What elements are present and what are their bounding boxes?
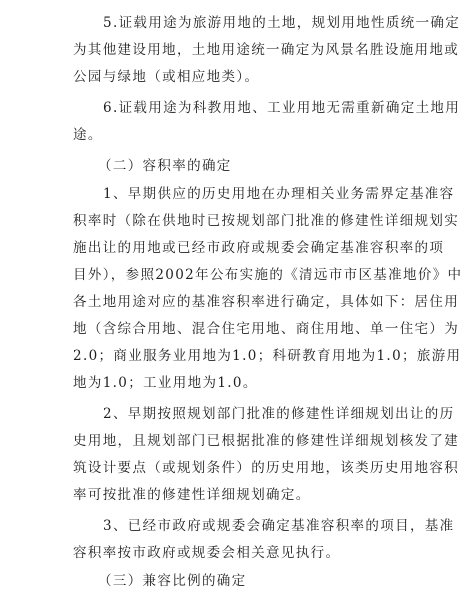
text-line: 各土地用途对应的基准容积率进行确定，具体如下：居住用 [73,294,460,310]
section-heading: （二）容积率的确定 [98,158,232,174]
text-line: 史用地，且规划部门已根据批准的修建性详细规划核发了建 [73,433,460,449]
text-line: 5.证载用途为旅游用地的土地，规划用地性质统一确定 [103,15,461,31]
text-line: 2.0；商业服务业用地为1.0；科研教育用地为1.0；旅游用 [73,348,462,364]
text-line: 率可按批准的修建性详细规划确定。 [73,487,311,503]
text-line: 容积率按市政府或规委会相关意见执行。 [73,545,341,561]
section-heading: （三）兼容比例的确定 [98,573,247,589]
text-line: 施出让的用地或已经市政府或规委会确定基准容积率的项 [73,240,445,256]
text-line: 途。 [73,127,103,143]
text-line: 3、已经市政府或规委会确定基准容积率的项目，基准 [103,518,455,534]
text-line: 2、早期按照规划部门批准的修建性详细规划出让的历 [103,406,455,422]
text-line: 公园与绿地（或相应地类）。 [73,69,260,85]
text-line: 为其他建设用地，土地用途统一确定为风景名胜设施用地或 [73,42,460,58]
text-line: 目外），参照2002年公布实施的《清远市市区基准地价》中 [73,267,463,283]
text-line: 地为1.0；工业用地为1.0。 [73,375,258,391]
text-line: 地（含综合用地、混合住宅用地、商住用地、单一住宅）为 [73,321,460,337]
text-line: 积率时（除在供地时已按规划部门批准的修建性详细规划实 [73,213,460,229]
text-line: 6.证载用途为科教用地、工业用地无需重新确定土地用 [103,100,461,116]
text-line: 筑设计要点（或规划条件）的历史用地，该类历史用地容积 [73,460,460,476]
text-line: 1、早期供应的历史用地在办理相关业务需界定基准容 [103,186,455,202]
